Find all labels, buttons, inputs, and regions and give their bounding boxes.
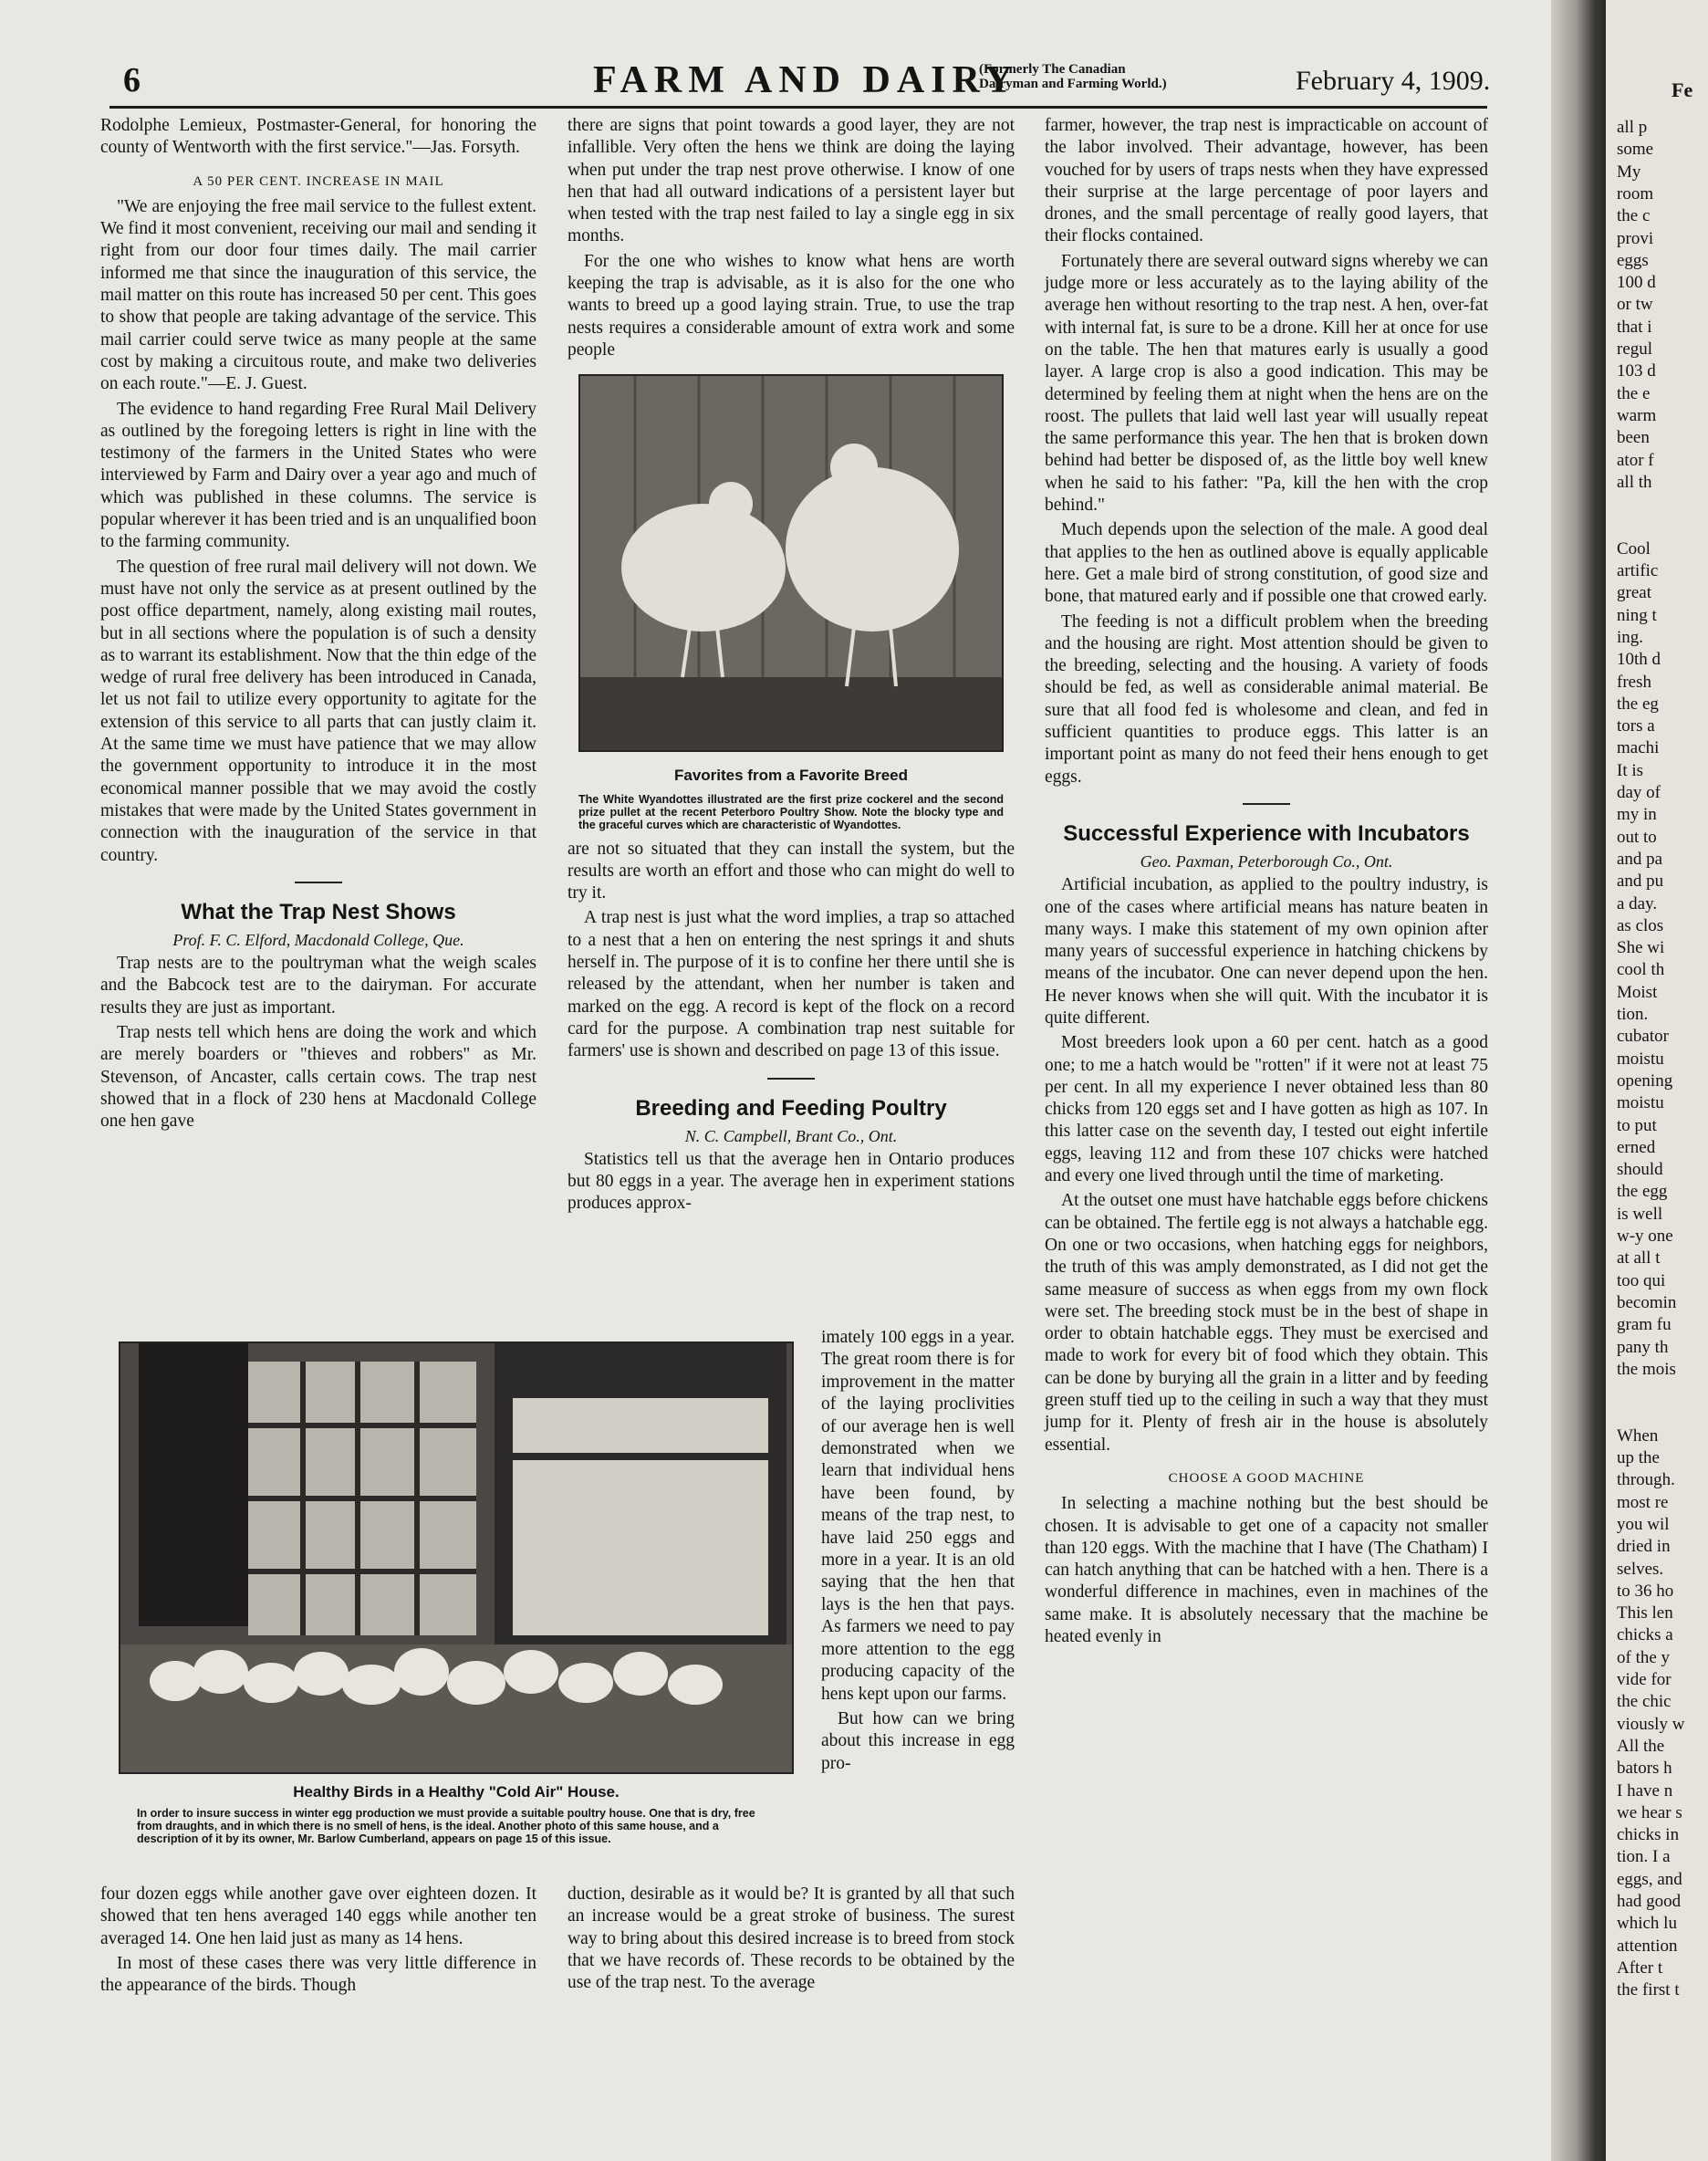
article-title: What the Trap Nest Shows [181, 899, 456, 924]
adjacent-page-line: fresh [1617, 672, 1651, 692]
wyandottes-image [580, 376, 1002, 750]
adjacent-page-line: you wil [1617, 1514, 1670, 1534]
adjacent-page-line: Cool [1617, 538, 1651, 559]
adjacent-page-line: provi [1617, 228, 1654, 248]
adjacent-page-line: day of [1617, 783, 1661, 802]
adjacent-page-line: most re [1617, 1492, 1669, 1512]
adjacent-page-line: tion. [1617, 1005, 1649, 1024]
adjacent-page-line: all p [1617, 118, 1648, 137]
adjacent-page-line: bators h [1617, 1759, 1672, 1779]
adjacent-page-line: is well [1617, 1204, 1663, 1224]
adjacent-page-line: the egg [1617, 1182, 1668, 1202]
adjacent-page-line: warm [1617, 405, 1657, 425]
column-2 [568, 115, 1015, 1218]
adjacent-page-line: up the [1617, 1448, 1660, 1467]
adjacent-page-line: After t [1617, 1957, 1663, 1978]
adjacent-page-line: the chic [1617, 1692, 1672, 1712]
adjacent-page-line: to put [1617, 1115, 1657, 1135]
adjacent-page-line: My [1617, 162, 1641, 182]
paragraph: four dozen eggs while another gave over eighteen dozen. It showed that ten hens averaged 140 eggs while another ten averaged 14. One hen laid just as many as 14 hens. [100, 1884, 536, 1948]
adjacent-page-line: 103 d [1617, 361, 1656, 381]
paragraph: Fortunately there are several outward signs whereby we can judge more or less accurately as to the laying ability of the average hen without resorting to the trap nest. A hen, over-fat with internal fat, is sure to be a drone. Kill her at once for use on the table. The hen that matures early is usually a good layer. A large crop is also a good indication. This may be determined by feeling them at night when the hens are on the roost. The pullets that laid well last year will usually repeat the same performance this year. The hen that is broken down behind had better be disposed of, as the little boy well knew when he said to his father: "Pa, kill the hen with the crop behind." [1045, 251, 1488, 516]
adjacent-page-line: pany th [1617, 1337, 1669, 1357]
adjacent-page-line: attention [1617, 1936, 1678, 1956]
adjacent-page-line: erned [1617, 1137, 1656, 1157]
paragraph: Trap nests tell which hens are doing the work and which are merely boarders or "thieves and robbers" as Mr. Stevenson, of Ancaster, calls certain cows. The trap nest showed that in a flock of 230 hens at Macdonald College one hen gave [100, 1022, 536, 1132]
adjacent-page-line: at all t [1617, 1248, 1661, 1268]
paragraph: At the outset one must have hatchable eggs before chickens can be obtained. The fertile egg is not always a hatchable egg. On one or two occasions, when hatching eggs for neighbors, the truth of this was amply demonstrated, as I did not get the same measure of success as when eggs from my own flock were set. The breeding stock must be in the best of shape in order to obtain hatchable eggs. They must be exercised and made to work for every bit of food which they obtain. This can be done by burying all the grain in a litter and by feeding green stuff tied up to the ceiling in such a way that they must jump for it. Plenty of fresh air in the house is absolutely essential. [1045, 1191, 1488, 1455]
paragraph: The question of free rural mail delivery will not down. We must have not only the service as at present outlined by the post office department, namely, along existing mail routes, but in all sections where the population is of such a density as to warrant its establishment. Now that the thin edge of the wedge of rural free delivery has been introduced in Canada, let us not fail to utilize every opportunity to agitate for the extension of this service to all parts that can justly claim it. At the same time we must have patience that we may allow the government opportunity to introduce it in the most economical manner possible that we may avoid the costly mistakes that were made by the United States government in connection with the inauguration of the service in that country. [100, 557, 536, 865]
paragraph: A trap nest is just what the word implies, a trap so attached to a nest that a hen on entering the nest springs it and shuts herself in. The purpose of it is to confine her there until she is released by the attendant, when her number is taken and marked on the egg. A record is kept of the flock on a record card for the purpose. A combination trap nest suitable for farmers' use is shown and described on page 13 of this issue. [568, 908, 1015, 1061]
adjacent-page-line: moistu [1617, 1049, 1664, 1069]
byline: Geo. Paxman, Peterborough Co., Ont. [1140, 851, 1393, 871]
adjacent-page-line: becomin [1617, 1292, 1677, 1312]
adjacent-page-line: out to [1617, 827, 1657, 847]
paragraph: Most breeders look upon a 60 per cent. hatch as a good one; to me a hatch would be "rotten" if it were not at least 75 per cent. In all my experience I never obtained less than 80 chicks from 120 eggs set and I have gotten as high as 107. In this latter case on the seventh day, I tested out eight infertile eggs, leaving 112 and from these 107 chicks were hatched and every one lived through until the time of marketing. [1045, 1033, 1488, 1186]
adjacent-page-line: through. [1617, 1470, 1675, 1490]
photo-caption-title: Favorites from a Favorite Breed [673, 767, 909, 785]
hens-in-house-image [120, 1343, 792, 1772]
paragraph: But how can we bring about this increase in egg pro- [821, 1708, 1015, 1773]
article-title: Successful Experience with Incubators [1063, 820, 1470, 846]
adjacent-page-line: selves. [1617, 1559, 1664, 1579]
adjacent-page-line: viously w [1617, 1714, 1685, 1734]
adjacent-page-line: 10th d [1617, 650, 1661, 670]
adjacent-page-line: When [1617, 1425, 1659, 1446]
adjacent-page-line: my in [1617, 805, 1657, 825]
adjacent-page-line: all th [1617, 472, 1652, 492]
adjacent-page-line: the c [1617, 206, 1651, 226]
adjacent-page-line: tors a [1617, 716, 1655, 736]
paragraph: In selecting a machine nothing but the best should be chosen. It is advisable to get one of a capacity not smaller than 120 eggs. With the machine that I have (The Chatham) I can hatch anything that can be hatched with a hen. There is a wonderful difference in machines, even in machines of the same make. It is absolutely necessary that the machine be heated evenly in [1045, 1494, 1488, 1646]
adjacent-page-line: and pu [1617, 872, 1664, 892]
masthead-subtitle: (Formerly The Canadian Dairyman and Farming World.) [979, 62, 1167, 91]
adjacent-page-line: tion. I a [1617, 1847, 1671, 1867]
adjacent-page-line: been [1617, 428, 1650, 448]
paragraph: For the one who wishes to know what hens are worth keeping the trap is advisable, as it is also for the one who wants to breed up a good laying strain. True, to use the trap nests requires a considerable amount of extra work and some people [568, 251, 1015, 360]
paragraph: "We are enjoying the free mail service to the fullest extent. We find it most convenient, receiving our mail and sending it right from our door four times daily. The mail carrier informed me that since the inauguration of this service, the mail matter on this route has increased 50 per cent. This goes to show that people are taking advantage of the service. This mail carrier could serve twice as many people at the same cost by making a circuitous route, and make two deliveries on each route."—E. J. Guest. [100, 196, 536, 394]
page-header [109, 57, 1496, 108]
paragraph: Much depends upon the selection of the male. A good deal that applies to the hen as outlined above is equally applicable here. Get a male bird of strong constitution, of good size and bone, that matured early and if possible one that crowed early. [1045, 520, 1488, 607]
adjacent-page-line: a day. [1617, 893, 1658, 913]
paragraph: duction, desirable as it would be? It is granted by all that such an increase would be a great stroke of business. The surest way to bring about this desired increase is to breed from stock that we have records of. These records to be obtained by the use of the trap nest. To the average [568, 1884, 1015, 1993]
column-1 [100, 115, 536, 1135]
masthead: FARM AND DAIRY [593, 59, 1019, 101]
header-rule [109, 106, 1487, 109]
page-number: 6 [123, 61, 141, 99]
adjacent-page-line: eggs [1617, 250, 1649, 270]
paragraph: Trap nests are to the poultryman what the weigh scales and the Babcock test are to the dairyman. For accurate results they are just as important. [100, 954, 536, 1018]
adjacent-page-line: artific [1617, 561, 1659, 580]
article-title: Breeding and Feeding Poultry [635, 1095, 947, 1121]
subheading: CHOOSE A GOOD MACHINE [1168, 1470, 1365, 1486]
adjacent-page-line: ing. [1617, 627, 1644, 647]
adjacent-page-line: too qui [1617, 1270, 1666, 1290]
separator [767, 1078, 815, 1080]
adjacent-page-line: Moist [1617, 982, 1658, 1002]
adjacent-page-line: we hear s [1617, 1802, 1682, 1822]
subheading: A 50 PER CENT. INCREASE IN MAIL [193, 173, 444, 189]
adjacent-page-line: eggs, and [1617, 1869, 1682, 1889]
adjacent-page-line: of the y [1617, 1647, 1671, 1667]
adjacent-page-line: room [1617, 183, 1654, 204]
adjacent-page-line: cubator [1617, 1027, 1669, 1047]
separator [1243, 803, 1290, 805]
issue-date: February 4, 1909. [1296, 66, 1491, 96]
adjacent-page-line: moistu [1617, 1093, 1664, 1113]
photo-wyandottes [578, 374, 1004, 752]
adjacent-page-line: machi [1617, 738, 1660, 758]
adjacent-page-line: gram fu [1617, 1315, 1672, 1335]
adjacent-page-line: the eg [1617, 694, 1659, 714]
column-2-narrow [821, 1327, 1015, 1778]
column-3 [1045, 115, 1488, 1651]
photo-caption-text: In order to insure success in winter egg production we must provide a suitable poultry house. One that is dry, free from draughts, and in which there is no smell of hens, is the ideal. Another photo of this same house, and a description of it by its owner, Mr. Barlow Cumberland, appears on page 15 of this issue. [137, 1807, 755, 1845]
adjacent-page-line: This len [1617, 1603, 1673, 1623]
adjacent-page-line: to 36 ho [1617, 1581, 1674, 1601]
paragraph: are not so situated that they can install the system, but the results are worth an effort and those who can might do well to try it. [568, 839, 1015, 903]
adjacent-page-line: some [1617, 140, 1654, 160]
photo-caption-title: Healthy Birds in a Healthy "Cold Air" House. [293, 1783, 620, 1801]
paragraph: Rodolphe Lemieux, Postmaster-General, for honoring the county of Wentworth with the first service."—Jas. Forsyth. [100, 116, 536, 158]
adjacent-page-line: the first t [1617, 1980, 1680, 2000]
column-2-bottom [568, 1884, 1015, 1997]
adjacent-page-line: chicks in [1617, 1825, 1680, 1845]
adjacent-page-line: or tw [1617, 295, 1653, 315]
adjacent-page-line: cool th [1617, 960, 1665, 980]
column-1-bottom [100, 1884, 536, 1999]
adjacent-page-line: All the [1617, 1736, 1665, 1756]
byline: Prof. F. C. Elford, Macdonald College, Que. [172, 930, 464, 949]
photo-cold-air-house [119, 1341, 794, 1774]
adjacent-page-line: the e [1617, 383, 1651, 403]
adjacent-page-header: Fe [1672, 78, 1693, 101]
adjacent-page-line: as clos [1617, 915, 1664, 935]
adjacent-page-line: ning t [1617, 605, 1657, 625]
adjacent-page-line: chicks a [1617, 1625, 1673, 1645]
separator [295, 882, 342, 883]
photo-figure-cold-air-house [119, 1341, 794, 1845]
adjacent-page-line: had good [1617, 1892, 1682, 1911]
adjacent-page-line: w-y one [1617, 1227, 1673, 1246]
paragraph: Statistics tell us that the average hen in Ontario produces but 80 eggs in a year. The average hen in experiment stations produces approx- [568, 1149, 1015, 1214]
paragraph: The feeding is not a difficult problem when the breeding and the housing are right. Most attention should be given to the breeding, selecting and the housing. A variety of foods should be fed, as well as considerable animal material. Be sure that all food fed is wholesome and clean, and fed in sufficient quantities to produce eggs. This latter is an important point as many do not feed their hens enough to get eggs. [1045, 611, 1488, 787]
adjacent-page-line: dried in [1617, 1537, 1671, 1557]
adjacent-page-line: She wi [1617, 938, 1665, 958]
adjacent-page-line: opening [1617, 1070, 1673, 1091]
adjacent-page-line: 100 d [1617, 273, 1656, 293]
adjacent-page-line: vide for [1617, 1670, 1672, 1689]
adjacent-page-line: which lu [1617, 1914, 1677, 1934]
adjacent-page-line: I have n [1617, 1780, 1673, 1801]
byline: N. C. Campbell, Brant Co., Ont. [684, 1126, 898, 1145]
paragraph: farmer, however, the trap nest is impracticable on account of the labor involved. Their advantage, however, has been vouched for by users of traps nests when they have expressed their surprise at the large percentage of poor layers and drones, and the small percentage of really good layers, that their flocks contained. [1045, 116, 1488, 246]
paragraph: In most of these cases there was very little difference in the appearance of the birds. Though [100, 1953, 536, 1996]
adjacent-page-line: the mois [1617, 1359, 1676, 1379]
photo-caption-text: The White Wyandottes illustrated are the first prize cockerel and the second prize pullet at the recent Peterboro Poultry Show. Note the blocky type and the graceful curves which are characteristic of Wyandottes. [578, 792, 1004, 831]
adjacent-page-line: It is [1617, 760, 1644, 780]
adjacent-page [1606, 0, 1708, 2161]
paragraph: Artificial incubation, as applied to the poultry industry, is one of the cases where artificial means has nature beaten in many ways. I make this statement of my own opinion after many years of successful experience in hatching chickens by means of the incubator. One can never depend upon the hen. He never knows when she will quit. With the incubator it is quite different. [1045, 875, 1488, 1028]
paragraph: there are signs that point towards a good layer, they are not infallible. Very often the hens we think are doing the laying when put under the trap nest prove otherwise. I know of one hen that had all outward indications of a persistent layer but when tested with the trap nest failed to lay a single egg in six months. [568, 116, 1015, 246]
adjacent-page-line: great [1617, 583, 1651, 603]
adjacent-page-line: that i [1617, 317, 1652, 337]
photo-figure-wyandottes [578, 374, 1004, 830]
adjacent-page-line: should [1617, 1160, 1663, 1180]
paragraph: The evidence to hand regarding Free Rural Mail Delivery as outlined by the foregoing letters is right in line with the testimony of the farmers in the United States who were interviewed by Farm and Dairy over a year ago and much of which was published in these columns. The service is popular wherever it has been tried and is an unqualified boon to the farming community. [100, 399, 536, 552]
book-gutter [1551, 0, 1606, 2161]
adjacent-page-line: regul [1617, 339, 1653, 359]
adjacent-page-line: ator f [1617, 450, 1654, 470]
paragraph: imately 100 eggs in a year. The great room there is for improvement in the matter of the laying proclivities of our average hen is well demonstrated when we learn that individual hens have been found, by means of the trap nest, to have laid 250 eggs and more in a year. It is an old saying that the hen that lays is the hen that pays. As farmers we need to pay more attention to the egg producing capacity of the hens kept upon our farms. [821, 1328, 1015, 1704]
adjacent-page-line: and pa [1617, 849, 1663, 869]
